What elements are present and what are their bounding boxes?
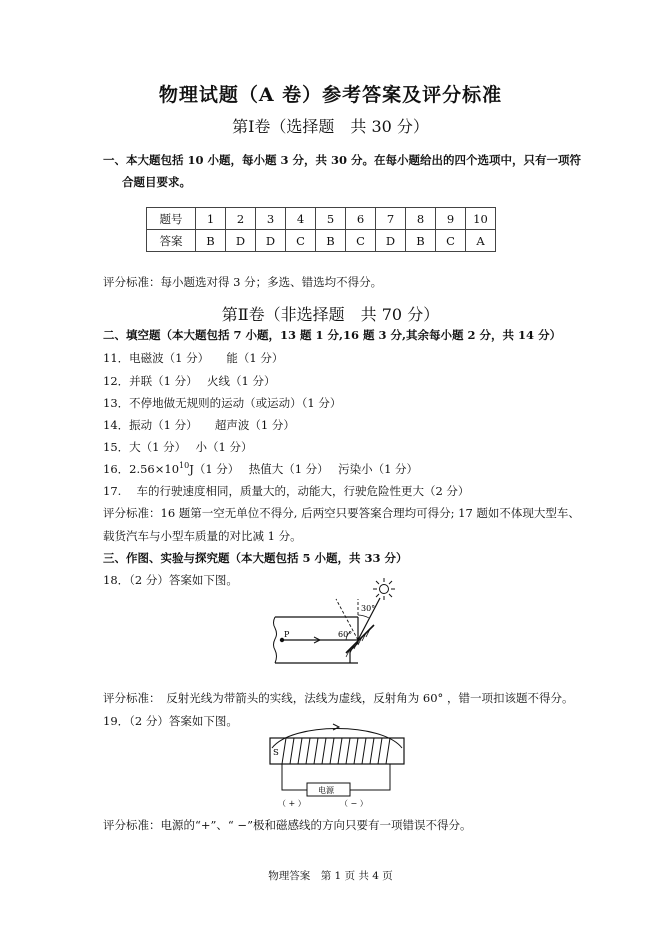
angle-arc-30 [358, 615, 369, 618]
answer-16-post: J（1 分） 热值大（1 分） 污染小（1 分） [189, 462, 419, 476]
table-cell: B [406, 230, 436, 252]
wire-left [282, 764, 307, 790]
table-header-cell: 题号 [147, 208, 196, 230]
label-60: 60° [338, 630, 353, 639]
fill-scoring-line1: 评分标准：16 题第一空无单位不得分, 后两空只要答案合理均可得分; 17 题如不体现大型车、 [103, 506, 580, 520]
section3-title-b: 本大题包括 5 小题，共 33 分） [241, 551, 408, 565]
table-cell: 5 [316, 208, 346, 230]
answer-14: 14．振动（1 分） 超声波（1 分） [103, 418, 295, 432]
q18-text: 18．（2 分）答案如下图。 [103, 573, 238, 587]
page-footer: 物理答案 第 1 页 共 4 页 [268, 870, 393, 882]
answer-13: 13．不停地做无规则的运动（或运动）（1 分） [103, 396, 342, 410]
answer-15: 15．大（1 分） 小（1 分） [103, 440, 253, 454]
table-cell: 4 [286, 208, 316, 230]
label-p: P [284, 630, 290, 639]
answer-16-pre: 16．2.56×10 [103, 462, 180, 476]
table-cell: B [316, 230, 346, 252]
q19-scoring: 评分标准：电源的“+”、“ −”极和磁感线的方向只要有一项错误不得分。 [103, 818, 472, 832]
answer-11: 11．电磁波（1 分） 能（1 分） [103, 351, 284, 365]
part1-intro-line2: 合题目要求。 [122, 175, 191, 189]
part2-heading: 第Ⅱ卷（非选择题 共 70 分） [221, 305, 440, 324]
table-cell: A [466, 230, 496, 252]
box-break-line [274, 617, 277, 663]
label-30: 30° [361, 604, 376, 613]
table-cell: 8 [406, 208, 436, 230]
answer-17: 17. 车的行驶速度相同，质量大的，动能大，行驶危险性更大（2 分） [103, 484, 470, 498]
answer-12: 12．并联（1 分） 火线（1 分） [103, 374, 276, 388]
table-cell: 3 [256, 208, 286, 230]
table-cell: 1 [196, 208, 226, 230]
sun-icon [373, 578, 395, 600]
label-plus: （ + ） [278, 799, 306, 808]
fill-section-title-a: 二、填空题（ [103, 328, 172, 342]
fill-section-title [103, 327, 561, 343]
table-cell: C [436, 230, 466, 252]
figure-18 [270, 575, 400, 670]
page-title: 物理试题（A 卷）参考答案及评分标准 [158, 84, 503, 106]
field-arrow-icon [333, 724, 339, 730]
answer-16-exp: 10 [179, 461, 190, 471]
table-cell: 7 [376, 208, 406, 230]
table-cell: C [286, 230, 316, 252]
table-cell: D [376, 230, 406, 252]
table-cell: 2 [226, 208, 256, 230]
part1-intro-line1: 一、本大题包括 10 小题，每小题 3 分，共 30 分。在每小题给出的四个选项中，只有一项符 [103, 153, 582, 167]
fill-section-title-b: 本大题包括 7 小题，13 题 1 分,16 题 3 分,其余每小题 2 分，共 14 分） [172, 328, 562, 342]
table-cell: 6 [346, 208, 376, 230]
table-row-numbers [147, 208, 496, 230]
q19-text: 19．（2 分）答案如下图。 [103, 714, 238, 728]
answer-16 [103, 461, 418, 477]
q18-scoring: 评分标准： 反射光线为带箭头的实线，法线为虚线，反射角为 60° ，错一项扣该题不得分。 [103, 691, 574, 705]
table-cell: D [226, 230, 256, 252]
section3-title [103, 550, 408, 566]
part1-heading: 第Ⅰ卷（选择题 共 30 分） [232, 117, 429, 136]
label-s: S [273, 748, 279, 758]
coil-windings [282, 738, 390, 764]
table-cell: C [346, 230, 376, 252]
table-cell: B [196, 230, 226, 252]
table-row-answers [147, 230, 496, 252]
table-header-cell: 答案 [147, 230, 196, 252]
part1-scoring: 评分标准：每小题选对得 3 分；多选、错选均不得分。 [103, 275, 383, 289]
section3-title-a: 三、作图、实验与探究题（ [103, 551, 241, 565]
answer-table [146, 207, 496, 252]
fill-scoring-line2: 载货汽车与小型车质量的对比减 1 分。 [103, 529, 302, 543]
wire-right [350, 764, 390, 790]
label-power: 电源 [318, 786, 334, 795]
figure-19 [262, 722, 412, 810]
table-cell: 10 [466, 208, 496, 230]
label-minus: （ − ） [340, 799, 368, 808]
table-cell: D [256, 230, 286, 252]
table-cell: 9 [436, 208, 466, 230]
